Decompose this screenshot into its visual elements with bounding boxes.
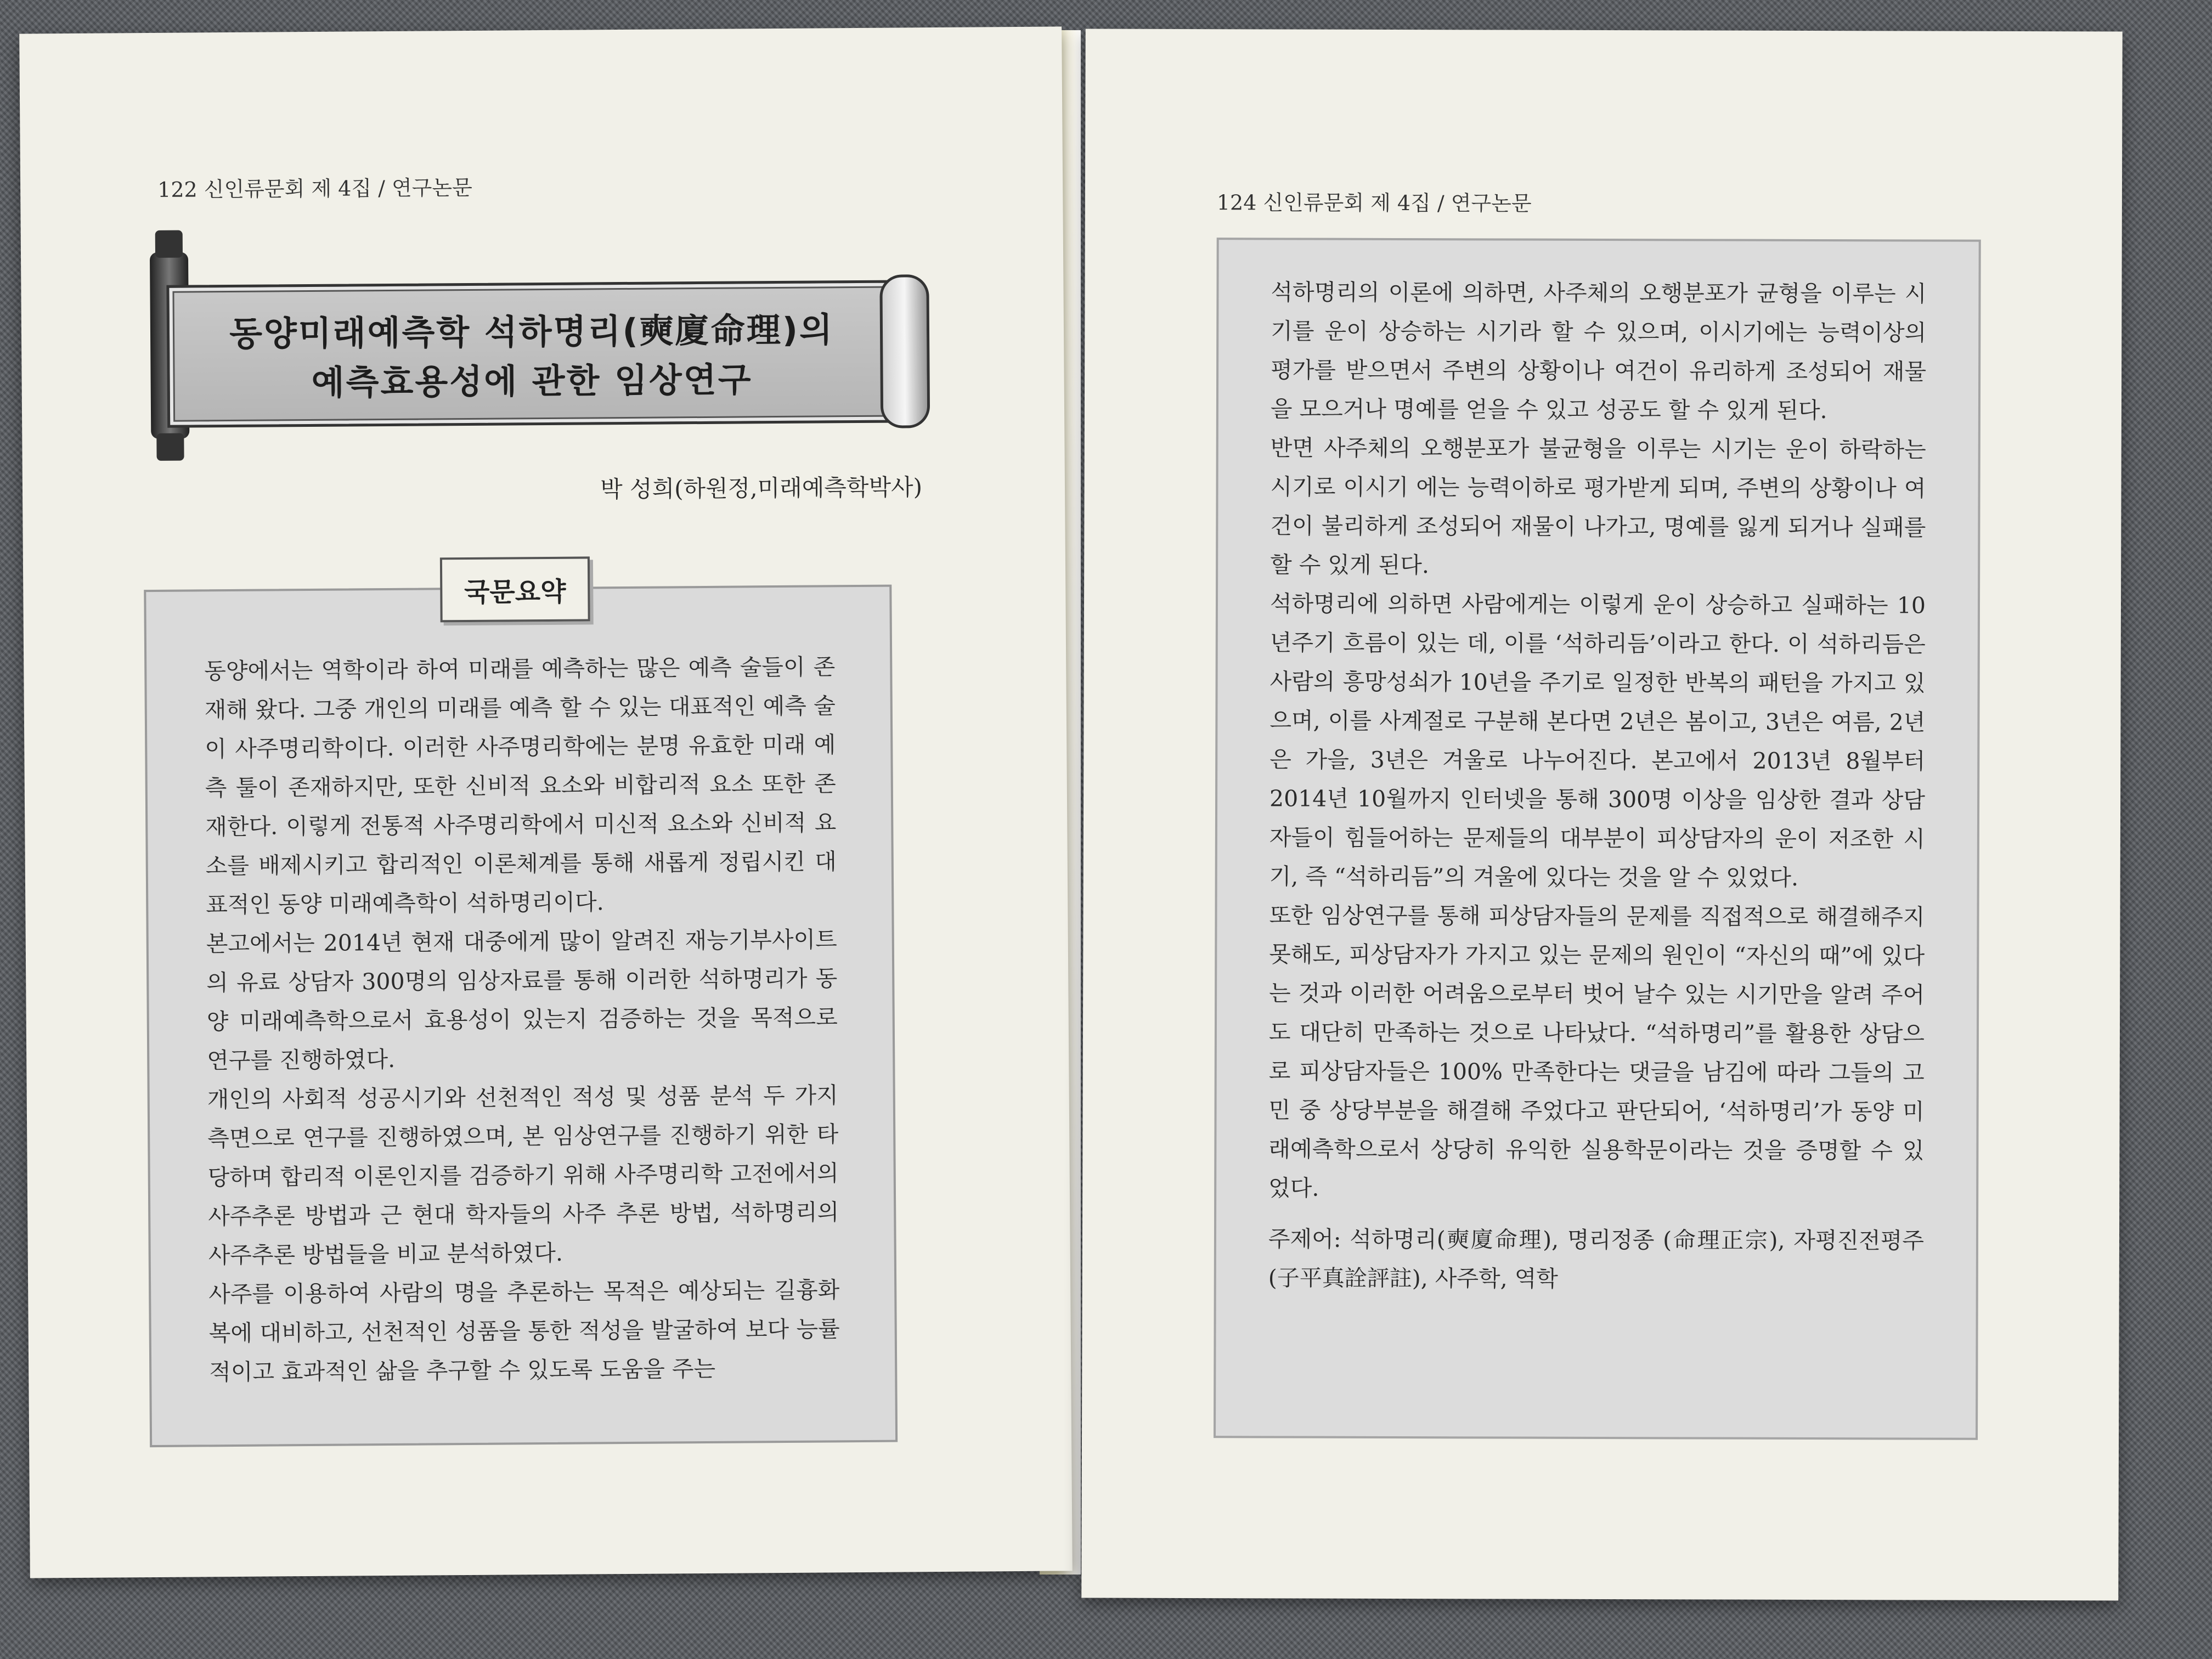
abstract-continuation-text — [1268, 273, 1927, 1299]
abstract-continuation-box — [1214, 238, 1981, 1440]
abstract-paragraph: 본고에서는 2014년 현재 대중에게 많이 알려진 재능기부사이트의 유료 상담자 300명의 임상자료를 통해 이러한 석하명리가 동양 미래예측학으로서 효용성이 있는지 검증하는 것을 목적으로 연구를 진행하였다. — [206, 926, 838, 1074]
body-paragraph: 석하명리의 이론에 의하면, 사주체의 오행분포가 균형을 이루는 시기를 운이 상승하는 시기라 할 수 있으며, 이시기에는 능력이상의 평가를 받으면서 주변의 상황이나 여건이 유리하게 조성되어 재물을 모으거나 명예를 얻을 수 있고 성공도 할 수 있게 된다. — [1270, 279, 1927, 424]
right-page-header: 124 신인류문회 제 4집 / 연구논문 — [1216, 190, 1532, 216]
left-page-header: 122 신인류문회 제 4집 / 연구논문 — [157, 175, 473, 202]
author-line: 박 성희(하원정,미래예측학박사) — [600, 473, 923, 503]
body-paragraph: 또한 임상연구를 통해 피상담자들의 문제를 직접적으로 해결해주지 못해도, 피상담자가 가지고 있는 문제의 원인이 “자신의 때”에 있다는 것과 이러한 어려움으로부터 벗어 날수 있는 시기만을 알려 주어도 대단히 만족하는 것으로 나타났다. “석하명리”를 활용한 상담으로 피상담자들은 100% 만족한다는 댓글을 남김에 따라 그들의 고민 중 상당부분을 해결해 주었다고 판단되어, ‘석하명리’가 동양 미래예측학으로서 상당히 유익한 실용학문이라는 것을 증명할 수 있었다. — [1268, 902, 1925, 1201]
abstract-text — [204, 647, 840, 1392]
abstract-paragraph: 개인의 사회적 성공시기와 선천적인 적성 및 성품 분석 두 가지 측면으로 연구를 진행하였으며, 본 임상연구를 진행하기 위한 타당하며 합리적 이론인지를 검증하기 위해 사주명리학 고전에서의 사주추론 방법과 근 현대 학자들의 사주 추론 방법, 석하명리의 사주추론 방법들을 비교 분석하였다. — [207, 1082, 839, 1269]
abstract-paragraph: 사주를 이용하여 사람의 명을 추론하는 목적은 예상되는 길흉화복에 대비하고, 선천적인 성품을 통한 적성을 발굴하여 보다 능률적이고 효과적인 삶을 추구할 수 있도록 도움을 주는 — [208, 1277, 840, 1386]
body-paragraph: 석하명리에 의하면 사람에게는 이렇게 운이 상승하고 실패하는 10년주기 흐름이 있는 데, 이를 ‘석하리듬’이라고 한다. 이 석하리듬은 사람의 흥망성쇠가 10년을 주기로 일정한 반복의 패턴을 가지고 있으며, 이를 사계절로 구분해 본다면 2년은 봄이고, 3년은 여름, 2년은 가을, 3년은 겨울로 나누어진다. 본고에서 2013년 8월부터 2014년 10월까지 인터넷을 통해 300명 이상을 임상한 결과 상담자들이 힘들어하는 문제들의 대부분이 피상담자의 운이 저조한 시기, 즉 “석하리듬”의 겨울에 있다는 것을 알 수 있었다. — [1269, 590, 1926, 891]
paper-title-line-1: 동양미래예측학 석하명리(奭廈命理)의 — [229, 309, 834, 354]
paper-title-line-2: 예측효용성에 관한 임상연구 — [311, 359, 753, 403]
keywords-line: 주제어: 석하명리(奭廈命理), 명리정종 (命理正宗), 자평진전평주(子平真詮評註), 사주학, 역학 — [1268, 1226, 1925, 1292]
left-page — [19, 26, 1073, 1578]
right-page — [1081, 29, 2122, 1601]
abstract-label: 국문요약 — [440, 556, 590, 622]
abstract-box — [144, 585, 898, 1447]
body-paragraph: 반면 사주체의 오행분포가 불균형을 이루는 시기는 운이 하락하는 시기로 이시기 에는 능력이하로 평가받게 되며, 주변의 상황이나 여건이 불리하게 조성되어 재물이 나가고, 명예를 잃게 되거나 실패를 할 수 있게 된다. — [1270, 435, 1926, 579]
title-scroll-banner — [150, 214, 930, 455]
abstract-paragraph: 동양에서는 역학이라 하여 미래를 예측하는 많은 예측 술들이 존재해 왔다. 그중 개인의 미래를 예측 할 수 있는 대표적인 예측 술이 사주명리학이다. 이러한 사주명리학에는 분명 유효한 미래 예측 툴이 존재하지만, 또한 신비적 요소와 비합리적 요소 또한 존재한다. 이렇게 전통적 사주명리학에서 미신적 요소와 신비적 요소를 배제시키고 합리적인 이론체계를 통해 새롭게 정립시킨 대표적인 동양 미래예측학이 석하명리이다. — [204, 653, 837, 918]
